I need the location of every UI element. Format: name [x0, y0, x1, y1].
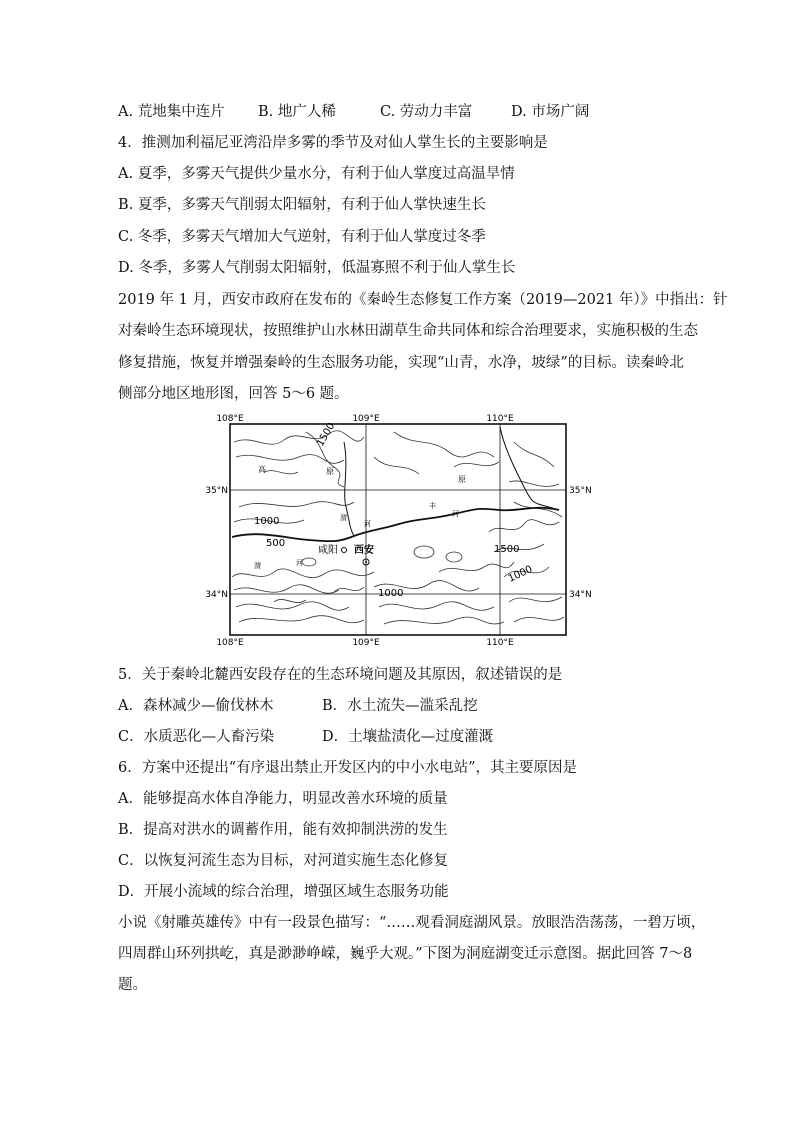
city-xianyang: 咸阳: [318, 545, 338, 556]
passage1-line3: 修复措施，恢复并增强秦岭的生态服务功能，实现“山青，水净，坡绿”的目标。读秦岭北: [118, 355, 684, 371]
region-gao: 高: [258, 465, 266, 474]
contour-label-500: 500: [266, 538, 286, 549]
lon-bottom-109: 109°E: [352, 638, 380, 648]
q5-option-a: A．森林减少—偷伐林木: [118, 698, 274, 714]
lat-right-34: 34°N: [569, 590, 592, 600]
passage1-line4: 侧部分地区地形图，回答 5～6 题。: [118, 386, 349, 402]
lon-top-108: 108°E: [216, 414, 244, 424]
q6-option-c: C．以恢复河流生态为目标，对河道实施生态化修复: [118, 853, 449, 869]
lat-right-35: 35°N: [569, 486, 592, 496]
lat-left-34: 34°N: [205, 590, 228, 600]
q3-option-d: D. 市场广阔: [511, 104, 590, 120]
q3-options-row: [118, 102, 678, 122]
lon-top-109: 109°E: [352, 414, 380, 424]
passage2-line1: 小说《射雕英雄传》中有一段景色描写：“……观看洞庭湖风景。放眼浩浩荡荡，一碧万顷，: [118, 915, 706, 931]
river-wei-north: 渭: [340, 514, 347, 522]
q6-option-d: D．开展小流域的综合治理，增强区域生态服务功能: [118, 884, 449, 900]
contour-label-1000-east: 1000: [506, 563, 535, 585]
q4-option-d: D. 冬季，多雾人气削弱太阳辐射，低温寡照不利于仙人掌生长: [118, 260, 516, 276]
q5-option-c: C．水质恶化—人畜污染: [118, 729, 275, 745]
lat-left-35: 35°N: [205, 486, 228, 496]
contour-label-1500-east: 1500: [494, 544, 520, 555]
q4-option-b: B. 夏季，多雾天气削弱太阳辐射，有利于仙人掌快速生长: [118, 197, 486, 213]
q3-option-a: A. 荒地集中连片: [118, 104, 225, 120]
q5-stem: 5．关于秦岭北麓西安段存在的生态环境问题及其原因，叙述错误的是: [118, 667, 563, 683]
q5-option-d: D．土壤盐渍化—过度灌溉: [322, 729, 494, 745]
river-feng: 丰: [429, 502, 436, 510]
lon-bottom-108: 108°E: [216, 638, 244, 648]
q6-stem: 6．方案中还提出“有序退出禁止开发区内的中小水电站”，其主要原因是: [118, 760, 578, 776]
q6-option-b: B．提高对洪水的调蓄作用，能有效抑制洪涝的发生: [118, 822, 448, 838]
q3-option-b: B. 地广人稀: [258, 104, 336, 120]
river-feng-he: 河: [452, 510, 459, 518]
river-he-south: 河: [296, 559, 303, 567]
city-xian: 西安: [354, 545, 374, 556]
lon-top-110: 110°E: [486, 414, 514, 424]
q5-option-b: B．水土流失—滥采乱挖: [322, 698, 478, 714]
contour-label-1000-south: 1000: [378, 588, 404, 599]
region-yuan-east: 原: [458, 475, 466, 484]
q4-option-a: A. 夏季，多雾天气提供少量水分，有利于仙人掌度过高温旱情: [118, 166, 515, 182]
passage2-line3: 题。: [118, 977, 147, 993]
q3-option-c: C. 劳动力丰富: [380, 104, 473, 120]
q4-option-c: C. 冬季，多雾天气增加大气逆射，有利于仙人掌度过冬季: [118, 229, 486, 245]
contour-label-1000-west: 1000: [254, 516, 280, 527]
region-yuan-west: 原: [326, 467, 334, 476]
q4-stem: 4．推测加利福尼亚湾沿岸多雾的季节及对仙人掌生长的主要影响是: [118, 135, 548, 151]
q6-option-a: A．能够提高水体自净能力，明显改善水环境的质量: [118, 791, 448, 807]
passage1-line2: 对秦岭生态环境现状，按照维护山水林田湖草生命共同体和综合治理要求，实施积极的生态: [118, 323, 698, 339]
contour-label-1500-north: 1500: [315, 420, 338, 449]
map-svg: [205, 412, 592, 648]
qinling-topographic-map: [205, 412, 592, 648]
passage1-line1: 2019 年 1 月，西安市政府在发布的《秦岭生态修复工作方案（2019—2021 年）》中指出：针: [118, 292, 728, 308]
river-he-north: 河: [364, 520, 371, 528]
river-wei-south: 渭: [254, 562, 261, 570]
passage2-line2: 四周群山环列拱屹，真是渺渺峥嵘，巍乎大观。”下图为洞庭湖变迁示意图。据此回答 7～8: [118, 946, 693, 962]
lon-bottom-110: 110°E: [486, 638, 514, 648]
